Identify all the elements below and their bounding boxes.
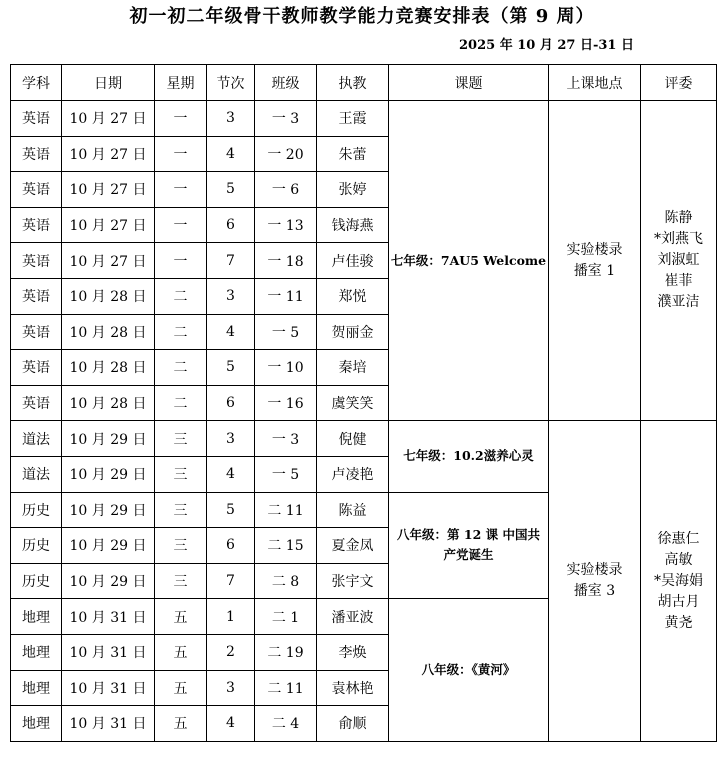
- class-cell: 二 8: [255, 563, 317, 599]
- class-cell: 一 11: [255, 278, 317, 314]
- date-cell: 10 月 29 日: [62, 492, 155, 528]
- header-teacher: 执教: [317, 65, 389, 101]
- weekday-cell: 二: [155, 314, 207, 350]
- date-cell: 10 月 28 日: [62, 278, 155, 314]
- teacher-cell: 钱海燕: [317, 207, 389, 243]
- subject-cell: 英语: [11, 350, 62, 386]
- teacher-cell: 张宇文: [317, 563, 389, 599]
- location-line: 实验楼录: [566, 241, 623, 258]
- weekday-cell: 一: [155, 172, 207, 208]
- subject-cell: 地理: [11, 670, 62, 706]
- page-title: 初一初二年级骨干教师教学能力竞赛安排表（第 9 周）: [129, 6, 595, 27]
- weekday-cell: 一: [155, 136, 207, 172]
- period-cell: 3: [207, 101, 255, 137]
- subject-cell: 英语: [11, 278, 62, 314]
- teacher-cell: 郑悦: [317, 278, 389, 314]
- subject-cell: 地理: [11, 706, 62, 742]
- weekday-cell: 五: [155, 706, 207, 742]
- teacher-cell: 王霞: [317, 101, 389, 137]
- weekday-cell: 二: [155, 385, 207, 421]
- judge-name: 刘淑虹: [657, 252, 700, 269]
- topic-line: 产党诞生: [443, 547, 494, 563]
- weekday-cell: 三: [155, 528, 207, 564]
- weekday-cell: 一: [155, 101, 207, 137]
- subject-cell: 地理: [11, 634, 62, 670]
- subject-cell: 历史: [11, 528, 62, 564]
- period-cell: 5: [207, 492, 255, 528]
- judge-name: 高敏: [664, 551, 693, 568]
- location-cell: [549, 421, 641, 741]
- date-cell: 10 月 27 日: [62, 207, 155, 243]
- header-subject: 学科: [11, 65, 62, 101]
- period-cell: 6: [207, 207, 255, 243]
- weekday-cell: 三: [155, 456, 207, 492]
- weekday-cell: 三: [155, 563, 207, 599]
- period-cell: 6: [207, 385, 255, 421]
- weekday-cell: 五: [155, 599, 207, 635]
- header-judges: 评委: [641, 65, 717, 101]
- weekday-cell: 三: [155, 421, 207, 457]
- date-cell: 10 月 27 日: [62, 172, 155, 208]
- header-class: 班级: [255, 65, 317, 101]
- date-cell: 10 月 28 日: [62, 350, 155, 386]
- class-cell: 二 19: [255, 634, 317, 670]
- period-cell: 7: [207, 563, 255, 599]
- table-row: [11, 421, 717, 457]
- location-line: 实验楼录: [566, 562, 623, 579]
- class-cell: 一 18: [255, 243, 317, 279]
- date-cell: 10 月 31 日: [62, 634, 155, 670]
- header-topic: 课题: [389, 65, 549, 101]
- date-range: 2025 年 10 月 27 日-31 日: [458, 38, 634, 53]
- weekday-cell: 三: [155, 492, 207, 528]
- class-cell: 一 16: [255, 385, 317, 421]
- topic-cell: [389, 492, 549, 599]
- period-cell: 2: [207, 634, 255, 670]
- judges-cell: [641, 101, 717, 421]
- date-cell: 10 月 27 日: [62, 136, 155, 172]
- class-cell: 一 10: [255, 350, 317, 386]
- class-cell: 一 5: [255, 456, 317, 492]
- teacher-cell: 卢凌艳: [317, 456, 389, 492]
- date-cell: 10 月 28 日: [62, 385, 155, 421]
- topic-line: 八年级：第 12 课 中国共: [397, 527, 540, 543]
- teacher-cell: 虞笑笑: [317, 385, 389, 421]
- teacher-cell: 潘亚波: [317, 599, 389, 635]
- topic-cell: 八年级：《黄河》: [389, 599, 549, 741]
- date-cell: 10 月 27 日: [62, 243, 155, 279]
- judge-name: 胡古月: [657, 593, 700, 610]
- teacher-cell: 袁林艳: [317, 670, 389, 706]
- class-cell: 一 5: [255, 314, 317, 350]
- weekday-cell: 五: [155, 634, 207, 670]
- judges-cell: [641, 421, 717, 741]
- subject-cell: 英语: [11, 385, 62, 421]
- location-line: 播室 1: [573, 262, 616, 279]
- header-location: 上课地点: [549, 65, 641, 101]
- period-cell: 5: [207, 172, 255, 208]
- teacher-cell: 陈益: [317, 492, 389, 528]
- date-cell: 10 月 29 日: [62, 456, 155, 492]
- teacher-cell: 张婷: [317, 172, 389, 208]
- topic-cell: 七年级：10.2滋养心灵: [389, 421, 549, 492]
- subject-cell: 英语: [11, 136, 62, 172]
- teacher-cell: 卢佳骏: [317, 243, 389, 279]
- date-cell: 10 月 31 日: [62, 670, 155, 706]
- weekday-cell: 一: [155, 243, 207, 279]
- date-cell: 10 月 27 日: [62, 101, 155, 137]
- location-line: 播室 3: [573, 583, 616, 600]
- judge-name: 崔菲: [664, 273, 693, 290]
- period-cell: 7: [207, 243, 255, 279]
- period-cell: 4: [207, 706, 255, 742]
- period-cell: 4: [207, 136, 255, 172]
- judge-name: 黄尧: [664, 614, 693, 631]
- schedule-table: [10, 64, 717, 742]
- subject-cell: 地理: [11, 599, 62, 635]
- period-cell: 3: [207, 278, 255, 314]
- subject-cell: 英语: [11, 207, 62, 243]
- class-cell: 一 3: [255, 101, 317, 137]
- class-cell: 一 3: [255, 421, 317, 457]
- class-cell: 二 15: [255, 528, 317, 564]
- date-cell: 10 月 28 日: [62, 314, 155, 350]
- subject-cell: 英语: [11, 243, 62, 279]
- weekday-cell: 二: [155, 278, 207, 314]
- location-cell: [549, 101, 641, 421]
- class-cell: 一 13: [255, 207, 317, 243]
- class-cell: 一 6: [255, 172, 317, 208]
- header-date: 日期: [62, 65, 155, 101]
- class-cell: 二 4: [255, 706, 317, 742]
- teacher-cell: 夏金凤: [317, 528, 389, 564]
- weekday-cell: 一: [155, 207, 207, 243]
- period-cell: 3: [207, 421, 255, 457]
- judge-name: 陈静: [664, 210, 693, 227]
- date-cell: 10 月 31 日: [62, 706, 155, 742]
- date-cell: 10 月 29 日: [62, 563, 155, 599]
- subject-cell: 英语: [11, 101, 62, 137]
- date-cell: 10 月 29 日: [62, 421, 155, 457]
- class-cell: 一 20: [255, 136, 317, 172]
- teacher-cell: 倪健: [317, 421, 389, 457]
- teacher-cell: 贺丽金: [317, 314, 389, 350]
- period-cell: 6: [207, 528, 255, 564]
- subject-cell: 历史: [11, 492, 62, 528]
- subject-cell: 英语: [11, 314, 62, 350]
- weekday-cell: 二: [155, 350, 207, 386]
- judge-name: *刘燕飞: [654, 231, 703, 248]
- teacher-cell: 秦培: [317, 350, 389, 386]
- subject-cell: 道法: [11, 456, 62, 492]
- class-cell: 二 11: [255, 670, 317, 706]
- judge-name: 濮亚洁: [657, 294, 700, 311]
- header-weekday: 星期: [155, 65, 207, 101]
- period-cell: 4: [207, 456, 255, 492]
- period-cell: 5: [207, 350, 255, 386]
- table-row: [11, 101, 717, 137]
- header-period: 节次: [207, 65, 255, 101]
- period-cell: 3: [207, 670, 255, 706]
- class-cell: 二 1: [255, 599, 317, 635]
- judge-name: *吴海娟: [654, 572, 703, 589]
- header-row: [11, 65, 717, 101]
- teacher-cell: 俞顺: [317, 706, 389, 742]
- date-cell: 10 月 29 日: [62, 528, 155, 564]
- class-cell: 二 11: [255, 492, 317, 528]
- teacher-cell: 李焕: [317, 634, 389, 670]
- date-cell: 10 月 31 日: [62, 599, 155, 635]
- period-cell: 4: [207, 314, 255, 350]
- subject-cell: 历史: [11, 563, 62, 599]
- topic-cell: 七年级：7AU5 Welcome: [389, 101, 549, 421]
- period-cell: 1: [207, 599, 255, 635]
- teacher-cell: 朱蕾: [317, 136, 389, 172]
- subject-cell: 道法: [11, 421, 62, 457]
- subject-cell: 英语: [11, 172, 62, 208]
- judge-name: 徐惠仁: [657, 530, 700, 547]
- weekday-cell: 五: [155, 670, 207, 706]
